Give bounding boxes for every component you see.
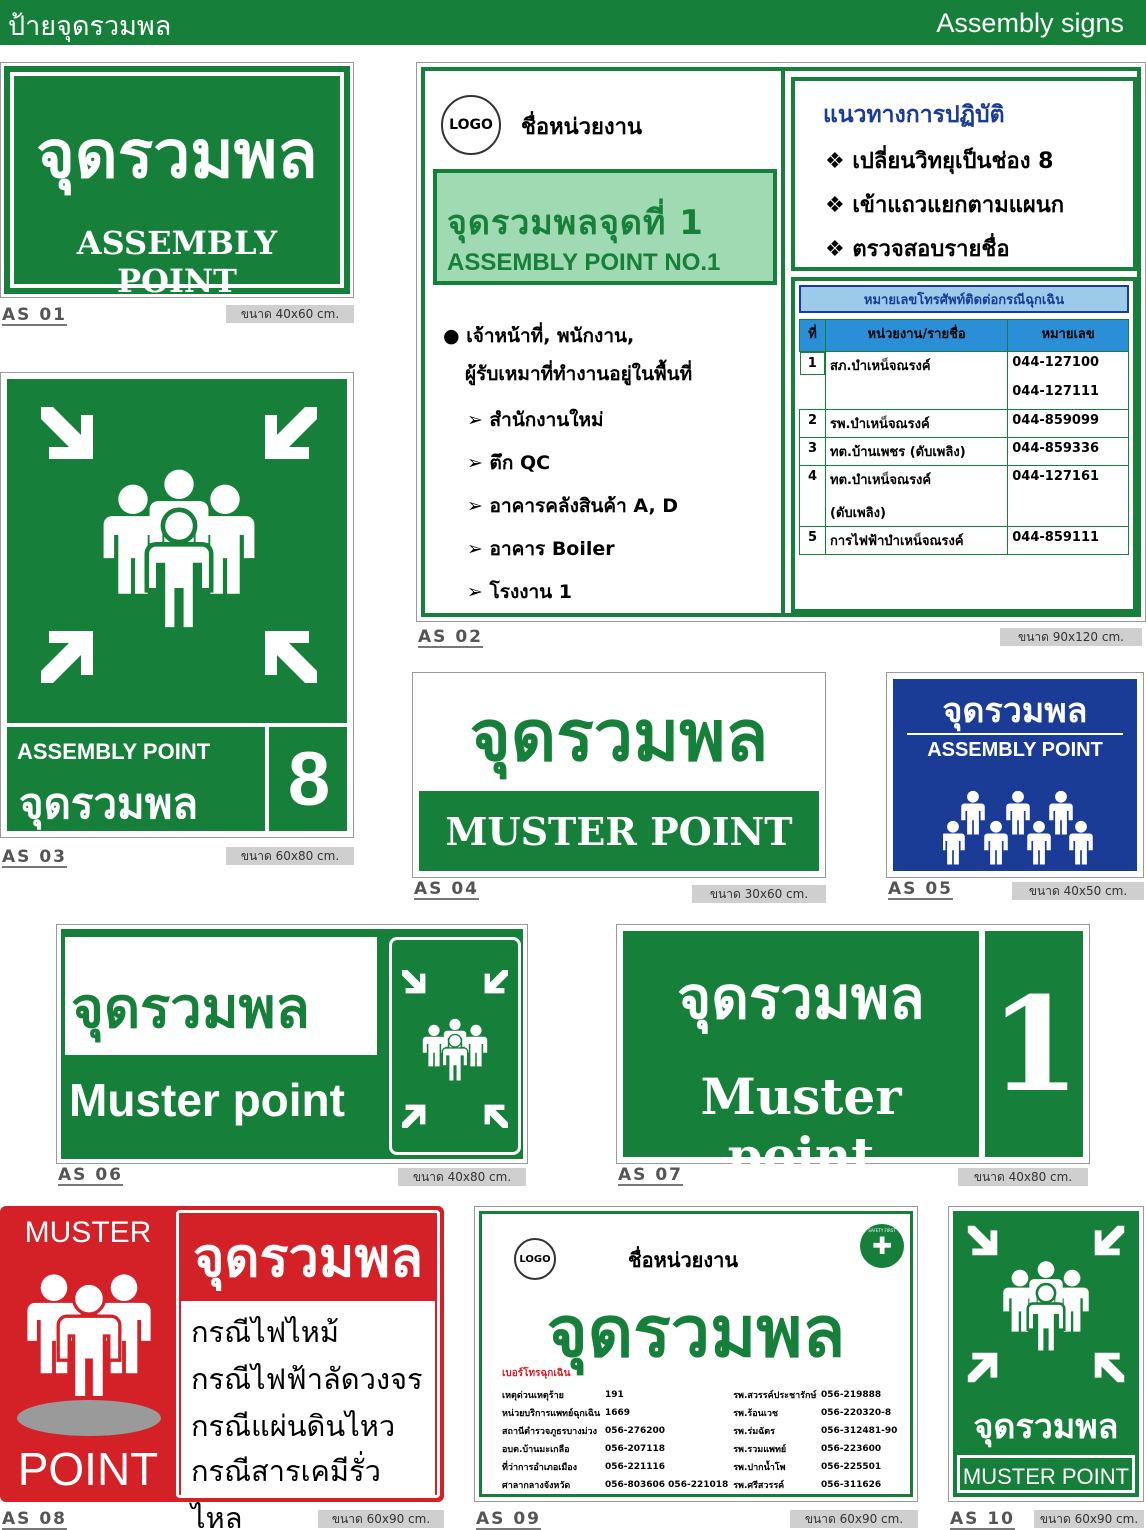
table-row: ศาลากลางจังหวัด 056-803606 056-221018 รพ.ศรีสวรรค์ 056-311626 <box>502 1480 882 1491</box>
as09-th: จุดรวมพล <box>546 1291 846 1373</box>
header-title-th: ป้ายจุดรวมพล <box>8 11 172 42</box>
as06-code: AS 06 <box>58 1165 123 1185</box>
people-group-icon <box>14 1258 164 1438</box>
area-item: ➢ อาคารคลังสินค้า A, D <box>467 495 679 517</box>
as03-number: 8 <box>287 736 331 822</box>
as06-en: Muster point <box>69 1074 345 1126</box>
as06-size: ขนาด 40x80 cm. <box>398 1168 526 1186</box>
as09-logo <box>514 1238 556 1280</box>
as02-guides <box>791 77 1137 271</box>
as05-code: AS 05 <box>888 879 953 899</box>
case-item: กรณีแผ่นดินไหว <box>191 1409 396 1443</box>
as02-logo <box>441 95 501 155</box>
as04-code: AS 04 <box>414 879 479 899</box>
as08-th: จุดรวมพล <box>192 1226 424 1289</box>
col-no: ที่ <box>800 320 826 352</box>
as05-en: ASSEMBLY POINT <box>927 739 1103 761</box>
as02-logo-text: LOGO <box>449 117 493 133</box>
as04-size: ขนาด 30x60 cm. <box>692 885 826 903</box>
as01-code: AS 01 <box>2 305 67 325</box>
as09-badge-text: SAFETY FIRST <box>868 1228 896 1233</box>
table-row: 1 สภ.บำเหน็จณรงค์ 044-127100 044-127111 <box>800 352 1129 410</box>
sign-as06 <box>56 924 528 1164</box>
table-row: 3 ทต.บ้านเพชร (ดับเพลิง) 044-859336 <box>800 438 1129 466</box>
as10-code: AS 10 <box>950 1509 1015 1529</box>
as02-code: AS 02 <box>418 627 483 647</box>
as09-size: ขนาด 60x90 cm. <box>790 1510 918 1528</box>
emergency-table <box>500 1386 900 1494</box>
as10-th: จุดรวมพล <box>973 1407 1119 1447</box>
case-item: กรณีไฟไหม้ <box>191 1315 339 1349</box>
area-item: ➢ สำนักงานใหม่ <box>467 409 604 431</box>
as01-th: จุดรวมพล <box>36 116 318 193</box>
area-item: ➢ ตึก QC <box>467 452 551 474</box>
sign-as01 <box>0 62 354 298</box>
sign-as04 <box>412 672 826 878</box>
table-row: 2 รพ.บำเหน็จณรงค์ 044-859099 <box>800 410 1129 438</box>
as09-logo-text: LOGO <box>519 1253 551 1265</box>
as04-en: MUSTER POINT <box>419 791 819 871</box>
area-item: ➢ อาคาร Boiler <box>467 538 615 560</box>
as03-code: AS 03 <box>2 847 67 867</box>
table-row: เหตุด่วนเหตุร้าย 191 รพ.สวรรค์ประชารักษ์ 056-219888 <box>502 1390 882 1401</box>
as06-th: จุดรวมพล <box>65 937 377 1055</box>
as02-areas <box>467 399 678 614</box>
guide-item: ❖ ตรวจสอบรายชื่อ <box>825 237 1010 262</box>
header-bar <box>0 0 1146 45</box>
assembly-pictogram-icon <box>392 940 518 1152</box>
as05-size: ขนาด 40x50 cm. <box>1012 882 1144 900</box>
as10-en-label: MUSTER POINT <box>957 1455 1135 1493</box>
col-num: หมายเลข <box>1008 320 1129 352</box>
as01-size: ขนาด 40x60 cm. <box>226 305 354 323</box>
sign-as03 <box>0 372 354 838</box>
as07-en: Muster point <box>700 1067 902 1185</box>
as01-en: ASSEMBLY POINT <box>76 224 278 300</box>
sign-as10 <box>948 1206 1144 1502</box>
as03-size: ขนาด 60x80 cm. <box>226 847 354 865</box>
as02-bullet2: ผู้รับเหมาที่ทำงานอยู่ในพื้นที่ <box>465 363 693 385</box>
as02-point-th: จุดรวมพลจุดที่ 1 <box>447 203 704 243</box>
col-name: หน่วยงาน/รายชื่อ <box>826 320 1008 352</box>
as07-number: 1 <box>989 967 1081 1121</box>
as03-en: ASSEMBLY POINT <box>17 739 211 764</box>
sign-as02 <box>416 62 1146 622</box>
assembly-pictogram-icon <box>961 1219 1131 1389</box>
guide-item: ❖ เข้าแถวแยกตามแผนก <box>825 193 1065 218</box>
as02-phone-box <box>791 277 1137 613</box>
table-row: หน่วยบริการแพทย์ฉุกเฉิน 1669 รพ.ร้อนเวช 056-220320-8 <box>502 1408 892 1419</box>
case-item: กรณีไฟฟ้าลัดวงจร <box>191 1362 423 1396</box>
as02-guide-title: แนวทางการปฏิบัติ <box>823 102 1005 128</box>
sign-as05 <box>886 672 1144 878</box>
as10-size: ขนาด 60x90 cm. <box>1034 1510 1144 1528</box>
table-row: สถานีตำรวจภูธรบางม่วง 056-276200 รพ.ร่มฉัตร 056-312481-90 <box>502 1426 898 1437</box>
as09-org: ชื่อหน่วยงาน <box>628 1248 739 1272</box>
as09-code: AS 09 <box>476 1509 541 1529</box>
as07-size: ขนาด 40x80 cm. <box>958 1168 1088 1186</box>
phone-table <box>799 319 1129 555</box>
as03-th: จุดรวมพล <box>19 779 199 828</box>
assembly-pictogram-icon <box>29 395 329 695</box>
case-item: กรณีสารเคมีรั่วไหล <box>191 1454 381 1530</box>
as07-th: จุดรวมพล <box>677 964 925 1032</box>
table-row: อบต.บ้านมะเกลือ 056-207118 รพ.รวมแพทย์ 056-223600 <box>502 1444 882 1455</box>
as05-th: จุดรวมพล <box>942 691 1088 731</box>
as08-point: POINT <box>17 1443 159 1495</box>
sign-as09 <box>474 1206 918 1502</box>
table-row: 5 การไฟฟ้าบำเหน็จณรงค์ 044-859111 <box>800 527 1129 555</box>
as09-emergency-title: เบอร์โทรฉุกเฉิน <box>502 1368 571 1379</box>
table-row: ที่ว่าการอำเภอเมือง 056-221116 รพ.ปากน้ำโพ 056-225501 <box>502 1462 882 1473</box>
guide-item: ❖ เปลี่ยนวิทยุเป็นช่อง 8 <box>825 149 1054 174</box>
as08-code: AS 08 <box>2 1509 67 1529</box>
as07-code: AS 07 <box>618 1165 683 1185</box>
as08-muster: MUSTER <box>24 1216 152 1249</box>
as02-phone-title: หมายเลขโทรศัพท์ติดต่อกรณีฉุกเฉิน <box>799 285 1129 313</box>
as04-th: จุดรวมพล <box>469 694 769 777</box>
as02-bullet: ● เจ้าหน้าที่, พนักงาน, <box>443 325 635 347</box>
as02-size: ขนาด 90x120 cm. <box>1000 628 1142 646</box>
area-item: ➢ โรงงาน 1 <box>467 581 573 603</box>
table-row: 4 ทต.บำเหน็จณรงค์ (ดับเพลิง) 044-127161 <box>800 466 1129 527</box>
as02-point-en: ASSEMBLY POINT NO.1 <box>447 249 721 276</box>
as10-en <box>957 1455 1135 1493</box>
as02-org: ชื่อหน่วยงาน <box>521 115 643 140</box>
people-group-icon <box>943 773 1093 865</box>
header-title-en: Assembly signs <box>936 8 1124 38</box>
as02-point-box <box>433 169 777 285</box>
safety-first-badge-icon: ✚ SAFETY FIRST <box>860 1224 904 1268</box>
as08-size: ขนาด 60x90 cm. <box>318 1510 444 1528</box>
